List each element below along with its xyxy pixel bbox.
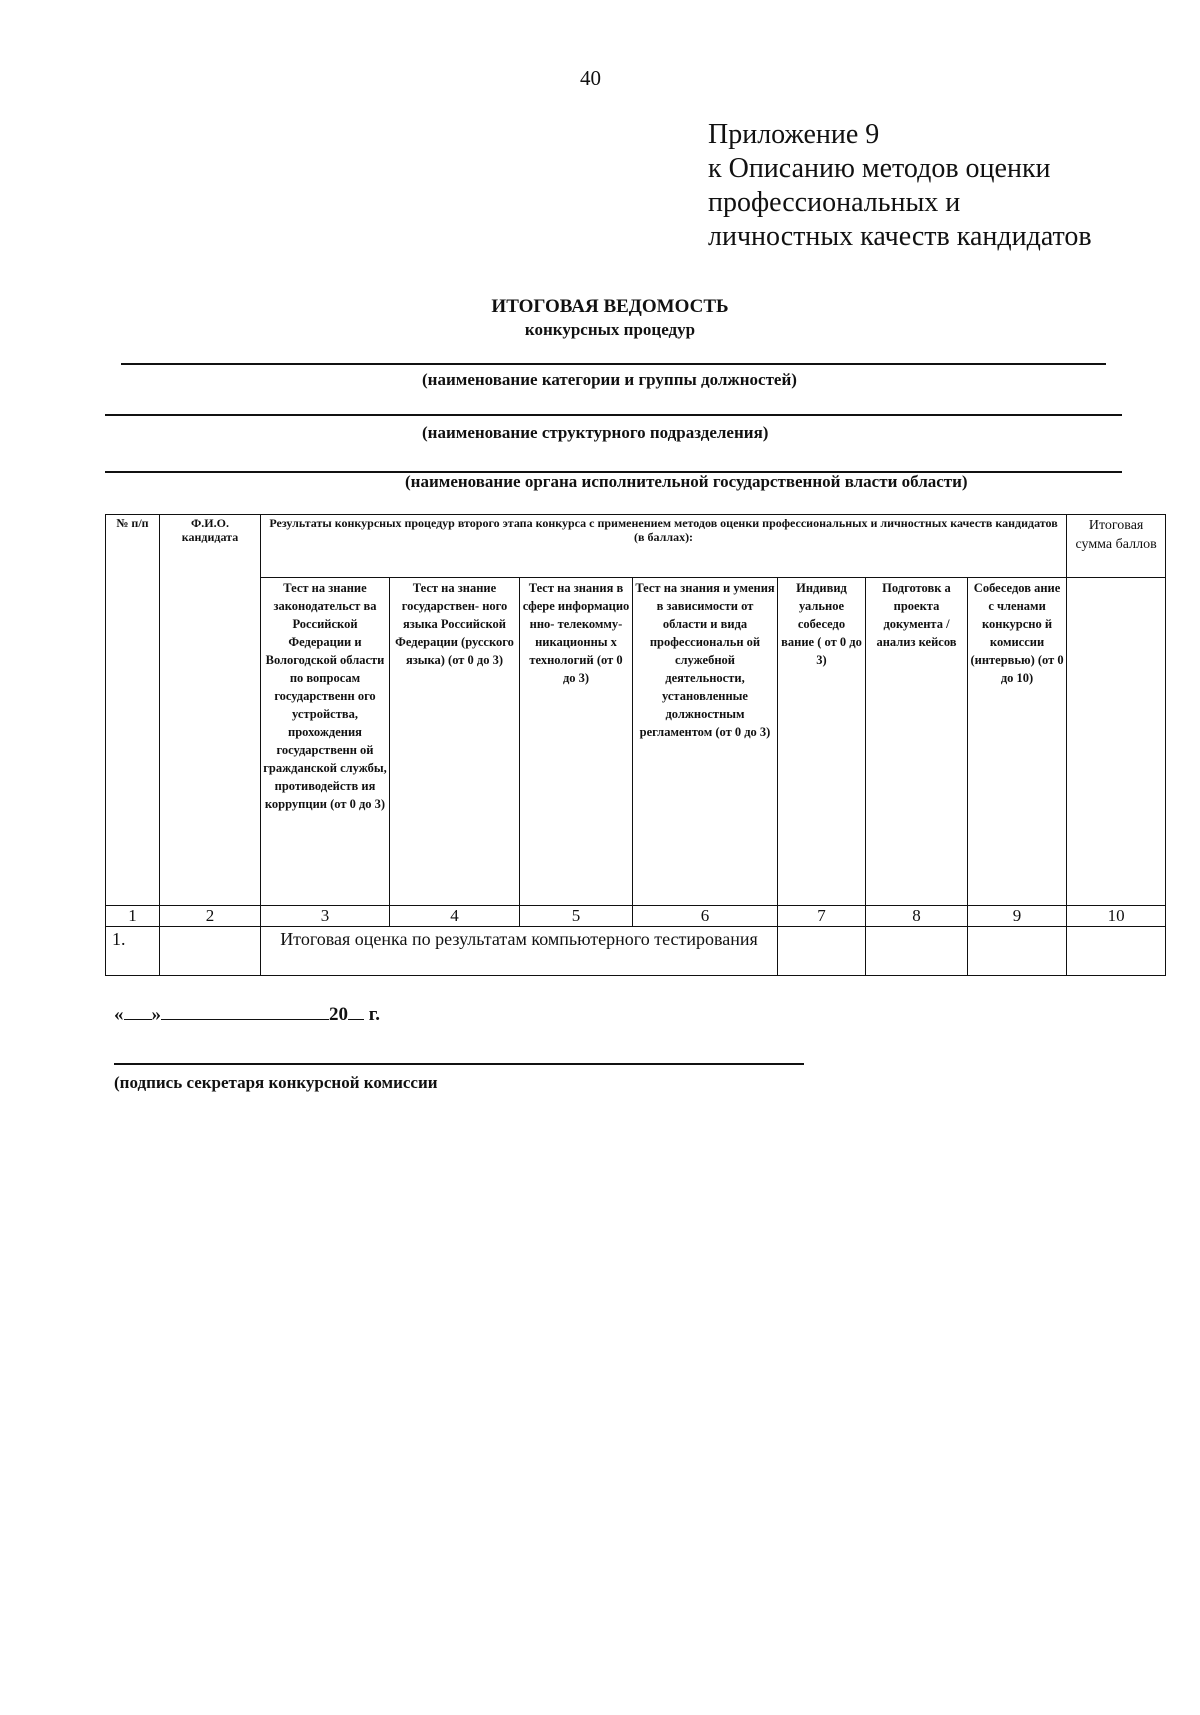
- column-number: 10: [1067, 906, 1166, 927]
- subheader-it-test: Тест на знания в сфере информацио нно- телекомму- никационны х технологий (от 0 до 3): [520, 578, 633, 906]
- row-cell-9: [968, 927, 1067, 976]
- appendix-line: к Описанию методов оценки: [708, 153, 1051, 184]
- division-caption: (наименование структурного подразделения): [422, 423, 769, 442]
- date-open-quote: «: [114, 1004, 124, 1025]
- row-cell-7: [778, 927, 866, 976]
- header-results: Результаты конкурсных процедур второго этапа конкурса с применением методов оценки профессиональных и личностных качеств кандидатов (в баллах):: [261, 515, 1067, 578]
- column-number: 7: [778, 906, 866, 927]
- header-total: Итоговая сумма баллов: [1067, 515, 1166, 578]
- year-blank: [348, 1000, 364, 1020]
- appendix-note: [708, 118, 1092, 254]
- division-line: [105, 414, 1122, 416]
- header-row: [106, 515, 1166, 578]
- authority-caption: (наименование органа исполнительной государственной власти области): [405, 472, 968, 491]
- results-table: [105, 514, 1166, 976]
- day-blank: [124, 1000, 152, 1020]
- column-number: 5: [520, 906, 633, 927]
- column-number: 2: [160, 906, 261, 927]
- subheader-commission-interview: Собеседов ание с членами конкурсно й комиссии (интервью) (от 0 до 10): [968, 578, 1067, 906]
- table-row: [106, 927, 1166, 976]
- signature-caption: (подпись секретаря конкурсной комиссии: [114, 1073, 438, 1092]
- header-number: № п/п: [106, 515, 160, 906]
- column-number: 9: [968, 906, 1067, 927]
- document-subtitle: конкурсных процедур: [524, 320, 696, 339]
- subheader-professional-test: Тест на знания и умения в зависимости от области и вида профессиональн ой служебной деятельности, установленные должностным регламентом (от 0 до 3): [633, 578, 778, 906]
- column-number: 6: [633, 906, 778, 927]
- category-caption: (наименование категории и группы должностей): [422, 370, 797, 389]
- row-number: 1.: [106, 927, 160, 976]
- subheader-total-empty: [1067, 578, 1166, 906]
- date-year: 20: [329, 1004, 348, 1025]
- column-number-row: [106, 906, 1166, 927]
- subheader-language-test: Тест на знание государствен- ного языка Российской Федерации (русского языка) (от 0 до 3): [390, 578, 520, 906]
- signature-line: [114, 1063, 804, 1065]
- date-line: [114, 1000, 380, 1026]
- header-fio: Ф.И.О. кандидата: [160, 515, 261, 906]
- row-cell-10: [1067, 927, 1166, 976]
- subheader-case-analysis: Подготовк а проекта документа /анализ кейсов: [866, 578, 968, 906]
- month-blank: [161, 1000, 329, 1020]
- appendix-line: личностных качеств кандидатов: [708, 221, 1092, 252]
- category-line: [121, 363, 1106, 365]
- row-fio-cell: [160, 927, 261, 976]
- subheader-individual-interview: Индивид уальное собеседо вание ( от 0 до 3): [778, 578, 866, 906]
- column-number: 3: [261, 906, 390, 927]
- date-close-quote: »: [151, 1004, 161, 1025]
- appendix-line: Приложение 9: [708, 119, 880, 150]
- column-number: 8: [866, 906, 968, 927]
- subheader-legislation-test: Тест на знание законодательст ва Российской Федерации и Вологодской области по вопросам государственн ого устройства, прохождения государственн ой гражданской службы, противодейств ия коррупции (от 0 до 3): [261, 578, 390, 906]
- row-cell-8: [866, 927, 968, 976]
- column-number: 4: [390, 906, 520, 927]
- document-title: ИТОГОВАЯ ВЕДОМОСТЬ: [491, 296, 729, 317]
- appendix-line: профессиональных и: [708, 187, 961, 218]
- row-label: Итоговая оценка по результатам компьютерного тестирования: [261, 927, 778, 976]
- subheader-row: [106, 578, 1166, 906]
- page-number: 40: [580, 66, 601, 90]
- date-suffix: г.: [368, 1004, 380, 1025]
- column-number: 1: [106, 906, 160, 927]
